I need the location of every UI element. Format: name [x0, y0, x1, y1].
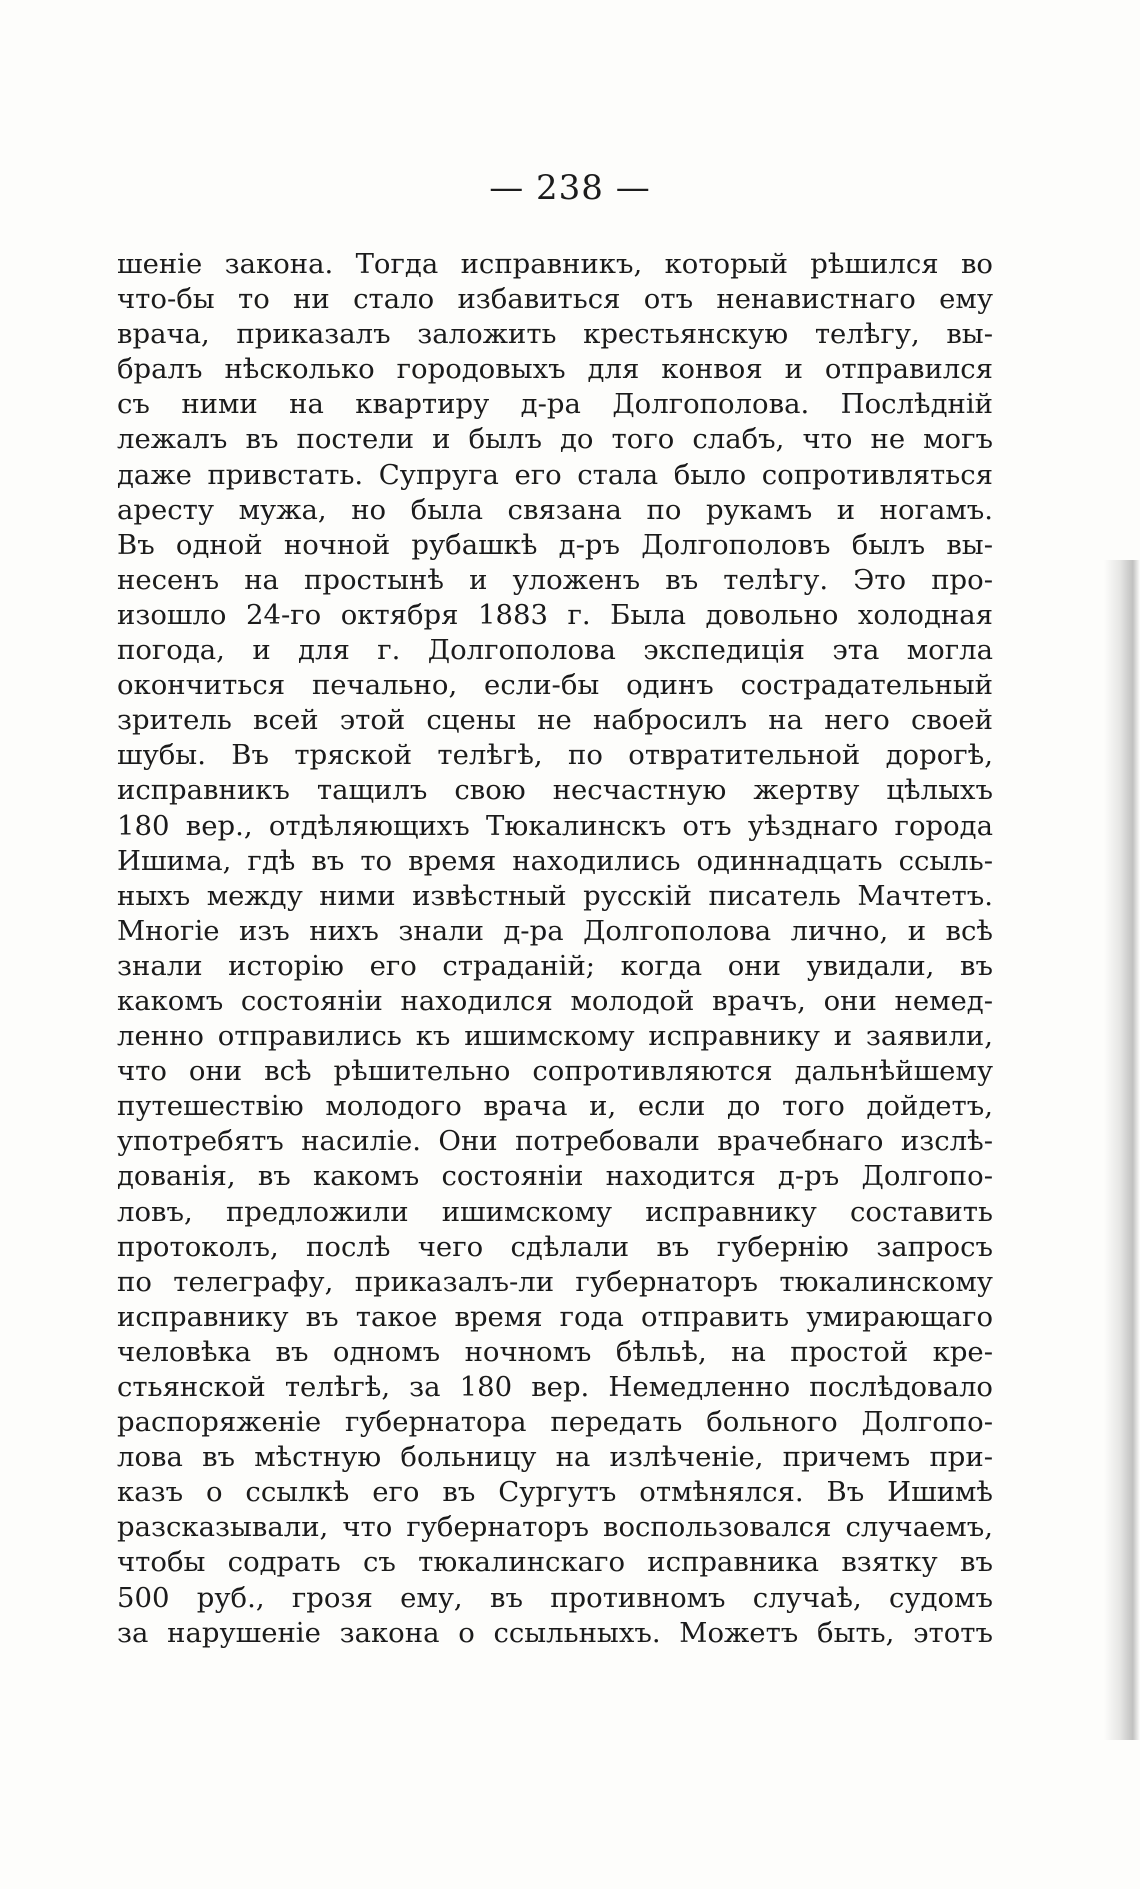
text-line: употребятъ насиліе. Они потребовали врачебнаго изслѣ- [117, 1125, 993, 1158]
body-text [117, 247, 993, 1651]
text-line: ленно отправились къ ишимскому исправнику и заявили, [117, 1020, 993, 1053]
text-line: изошло 24-го октября 1883 г. Была довольно холодная [117, 598, 993, 631]
text-line: бралъ нѣсколько городовыхъ для конвоя и отправился [117, 353, 993, 386]
text-line: съ ними на квартиру д-ра Долгополова. Послѣдній [117, 388, 993, 421]
text-line: 180 вер., отдѣляющихъ Тюкалинскъ отъ уѣзднаго города [117, 809, 993, 842]
text-line: ловъ, предложили ишимскому исправнику составить [117, 1195, 993, 1228]
text-line: Въ одной ночной рубашкѣ д-ръ Долгополовъ былъ вы- [117, 528, 993, 561]
text-line: что они всѣ рѣшительно сопротивляются дальнѣйшему [117, 1055, 993, 1088]
text-line: лежалъ въ постели и былъ до того слабъ, что не могъ [117, 423, 993, 456]
text-line: погода, и для г. Долгополова экспедиція эта могла [117, 634, 993, 667]
text-line: 500 руб., грозя ему, въ противномъ случаѣ, судомъ [117, 1581, 993, 1614]
text-line: чтобы содрать съ тюкалинскаго исправника взятку въ [117, 1546, 993, 1579]
text-line: Многіе изъ нихъ знали д-ра Долгополова лично, и всѣ [117, 914, 993, 947]
page-number: — 238 — [489, 168, 651, 208]
text-line: стьянской телѣгѣ, за 180 вер. Немедленно послѣдовало [117, 1371, 993, 1403]
text-line: дованія, въ какомъ состояніи находится д-ръ Долгопо- [117, 1160, 993, 1193]
text-line: путешествію молодого врача и, если до того дойдетъ, [117, 1090, 993, 1123]
text-line: аресту мужа, но была связана по рукамъ и ногамъ. [117, 493, 993, 526]
text-line: исправнику въ такое время года отправить умирающаго [117, 1300, 993, 1333]
text-line: казъ о ссылкѣ его въ Сургутъ отмѣнялся. Въ Ишимѣ [117, 1476, 993, 1509]
text-line: шеніе закона. Тогда исправникъ, который рѣшился во [117, 248, 993, 280]
text-line: по телеграфу, приказалъ-ли губернаторъ тюкалинскому [117, 1265, 993, 1298]
text-line: несенъ на простынѣ и уложенъ въ телѣгу. Это про- [117, 563, 993, 596]
text-line: шубы. Въ тряской телѣгѣ, по отвратительной дорогѣ, [117, 739, 993, 772]
text-line: разсказывали, что губернаторъ воспользовался случаемъ, [117, 1511, 993, 1544]
text-line: лова въ мѣстную больницу на излѣченіе, причемъ при- [117, 1441, 993, 1474]
text-line: исправникъ тащилъ свою несчастную жертву цѣлыхъ [117, 774, 993, 807]
text-line: распоряженіе губернатора передать больного Долгопо- [117, 1406, 993, 1439]
text-line: врача, приказалъ заложить крестьянскую телѣгу, вы- [117, 318, 993, 351]
page-edge-shadow [1104, 560, 1140, 1740]
text-line: что-бы то ни стало избавиться отъ ненавистнаго ему [117, 283, 993, 316]
text-line: Ишима, гдѣ въ то время находились одиннадцать ссыль- [117, 844, 993, 877]
text-line: какомъ состояніи находился молодой врачъ, они немед- [117, 984, 993, 1017]
text-line: ныхъ между ними извѣстный русскій писатель Мачтетъ. [117, 879, 993, 912]
text-line: зритель всей этой сцены не набросилъ на него своей [117, 704, 993, 737]
text-line: протоколъ, послѣ чего сдѣлали въ губернію запросъ [117, 1230, 993, 1263]
text-line: человѣка въ одномъ ночномъ бѣльѣ, на простой кре- [117, 1335, 993, 1368]
text-line: даже привстать. Супруга его стала было сопротивляться [117, 458, 993, 491]
text-line: знали исторію его страданій; когда они увидали, въ [117, 949, 993, 982]
text-line: окончиться печально, если-бы одинъ сострадательный [117, 669, 993, 702]
text-line: за нарушеніе закона о ссыльныхъ. Можетъ быть, этотъ [117, 1616, 993, 1649]
